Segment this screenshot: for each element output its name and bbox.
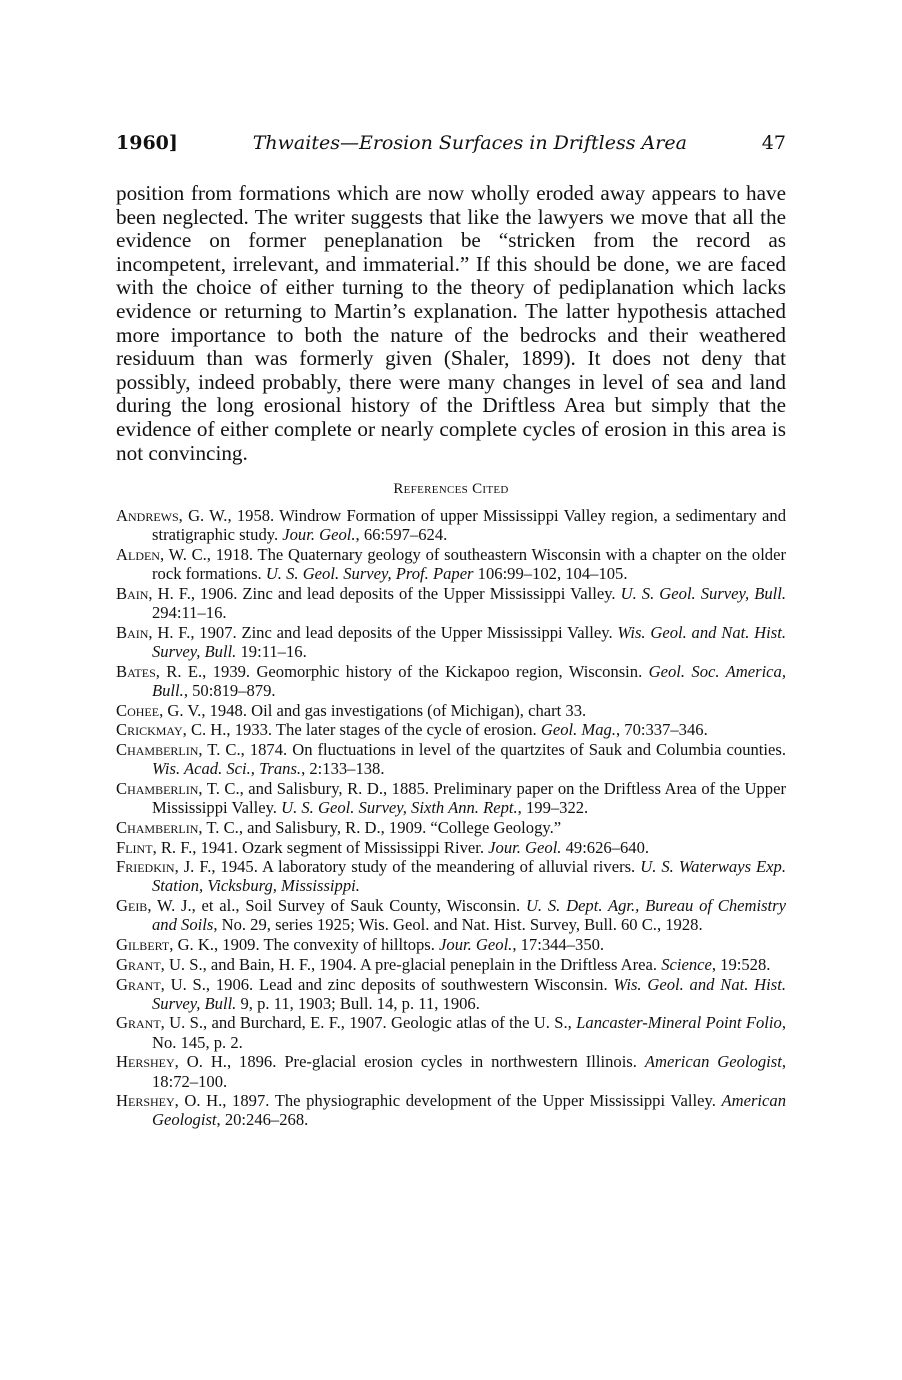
reference-text: , W. J., et al., Soil Survey of Sauk County, Wisconsin. <box>147 896 526 916</box>
reference-item <box>116 701 786 720</box>
reference-item <box>116 720 786 739</box>
reference-item <box>116 506 786 544</box>
reference-tail: , 18:72–100. <box>152 1052 786 1091</box>
reference-item <box>116 935 786 954</box>
reference-text: , O. H., 1897. The physiographic development of the Upper Mississippi Valley. <box>174 1091 722 1111</box>
reference-source: U. S. Geol. Survey, Bull. <box>620 583 786 603</box>
reference-tail: , 66:597–624. <box>355 525 448 545</box>
reference-tail: , No. 29, series 1925; Wis. Geol. and Nat. Hist. Survey, Bull. 60 C., 1928. <box>213 915 703 935</box>
reference-text: , T. C., and Salisbury, R. D., 1909. “College Geology.” <box>198 817 562 837</box>
reference-text: , O. H., 1896. Pre-glacial erosion cycles in northwestern Illinois. <box>174 1052 645 1072</box>
reference-tail: , 2:133–138. <box>301 759 385 779</box>
reference-tail: , 70:337–346. <box>615 720 708 740</box>
reference-author: Friedkin <box>116 857 175 877</box>
reference-author: Grant <box>116 974 161 994</box>
reference-source: U. S. Dept. Agr., Bureau of Chemistry and Soils <box>152 896 786 935</box>
references-list <box>116 506 786 1130</box>
reference-item <box>116 955 786 974</box>
reference-source: Science <box>661 954 712 974</box>
reference-tail: 9, p. 11, 1903; Bull. 14, p. 11, 1906. <box>236 993 480 1013</box>
reference-source: U. S. Waterways Exp. Station, Vicksburg, Mississippi. <box>152 857 786 896</box>
reference-source: American Geologist <box>644 1052 782 1072</box>
reference-source: Wis. Acad. Sci., Trans. <box>152 759 302 779</box>
header-title: Thwaites—Erosion Surfaces in Driftless Area <box>252 132 687 154</box>
reference-text: , G. V., 1948. Oil and gas investigations (of Michigan), chart 33. <box>159 700 587 720</box>
reference-author: Bain <box>116 622 149 642</box>
reference-author: Bain <box>116 583 149 603</box>
reference-item <box>116 838 786 857</box>
reference-item <box>116 896 786 934</box>
reference-author: Hershey <box>116 1091 175 1111</box>
reference-author: Crickmay <box>116 720 183 740</box>
reference-author: Geib <box>116 896 148 916</box>
reference-text: , T. C., 1874. On fluctuations in level of the quartzites of Sauk and Columbia counties. <box>198 740 786 760</box>
reference-author: Flint <box>116 837 153 857</box>
reference-item <box>116 623 786 661</box>
reference-tail: , 50:819–879. <box>183 680 276 700</box>
reference-item <box>116 1013 786 1051</box>
references-heading <box>116 481 786 498</box>
reference-tail: 19:11–16. <box>236 642 307 662</box>
page-number: 47 <box>761 132 786 154</box>
reference-text: , U. S., and Burchard, E. F., 1907. Geologic atlas of the U. S., <box>160 1013 577 1033</box>
reference-item <box>116 584 786 622</box>
reference-source: Geol. Soc. America, Bull. <box>152 661 786 700</box>
reference-source: American Geologist <box>152 1091 786 1130</box>
reference-author: Chamberlin <box>116 778 199 798</box>
reference-item <box>116 545 786 583</box>
reference-source: U. S. Geol. Survey, Sixth Ann. Rept. <box>281 798 518 818</box>
reference-text: , J. F., 1945. A laboratory study of the meandering of alluvial rivers. <box>174 857 641 877</box>
reference-item <box>116 779 786 817</box>
reference-tail: 49:626–640. <box>561 837 650 857</box>
reference-source: U. S. Geol. Survey, Prof. Paper <box>265 564 474 584</box>
reference-author: Grant <box>116 954 161 974</box>
reference-tail: 106:99–102, 104–105. <box>473 564 628 584</box>
reference-item <box>116 1091 786 1129</box>
reference-author: Andrews <box>116 506 179 526</box>
reference-text: , R. F., 1941. Ozark segment of Mississippi River. <box>152 837 489 857</box>
reference-source: Wis. Geol. and Nat. Hist. Survey, Bull. <box>152 622 786 662</box>
reference-source: Jour. Geol. <box>282 525 356 545</box>
reference-source: Wis. Geol. and Nat. Hist. Survey, Bull. <box>152 974 786 1013</box>
references-heading-text: References Cited <box>393 481 509 498</box>
reference-author: Cohee <box>116 700 160 720</box>
reference-text: , H. F., 1906. Zinc and lead deposits of the Upper Mississippi Valley. <box>148 583 621 603</box>
reference-text: , T. C., and Salisbury, R. D., 1885. Preliminary paper on the Driftless Area of the Upper Mississippi Valley. <box>152 778 786 818</box>
header-year: 1960] <box>116 132 178 154</box>
reference-text: , G. W., 1958. Windrow Formation of upper Mississippi Valley region, a sedimentary and stratigraphic study. <box>152 506 786 545</box>
reference-item <box>116 975 786 1013</box>
reference-author: Grant <box>116 1013 161 1033</box>
reference-text: , G. K., 1909. The convexity of hilltops. <box>169 935 440 955</box>
reference-source: Jour. Geol. <box>439 935 513 955</box>
reference-source: Lancaster-Mineral Point Folio <box>576 1013 782 1033</box>
reference-item <box>116 818 786 837</box>
reference-tail: , 17:344–350. <box>512 935 605 955</box>
reference-text: , U. S., and Bain, H. F., 1904. A pre-glacial peneplain in the Driftless Area. <box>160 954 662 974</box>
reference-tail: , 19:528. <box>711 954 771 974</box>
reference-author: Alden <box>116 545 160 565</box>
reference-text: , H. F., 1907. Zinc and lead deposits of the Upper Mississippi Valley. <box>148 622 618 642</box>
reference-item <box>116 740 786 778</box>
reference-text: , C. H., 1933. The later stages of the cycle of erosion. <box>182 720 541 740</box>
reference-tail: 294:11–16. <box>152 603 227 623</box>
reference-author: Gilbert <box>116 935 170 955</box>
reference-text: , W. C., 1918. The Quaternary geology of southeastern Wisconsin with a chapter on the older rock formations. <box>152 545 786 584</box>
reference-author: Hershey <box>116 1052 175 1072</box>
reference-author: Chamberlin <box>116 740 199 760</box>
reference-author: Bates <box>116 661 156 681</box>
reference-item <box>116 857 786 895</box>
reference-text: , U. S., 1906. Lead and zinc deposits of southwestern Wisconsin. <box>160 974 614 994</box>
reference-author: Chamberlin <box>116 817 199 837</box>
reference-tail: , 20:246–268. <box>216 1110 309 1130</box>
reference-tail: , 199–322. <box>517 798 589 818</box>
reference-source: Jour. Geol. <box>488 837 562 857</box>
reference-text: , R. E., 1939. Geomorphic history of the Kickapoo region, Wisconsin. <box>155 661 649 681</box>
reference-tail: , No. 145, p. 2. <box>152 1013 786 1052</box>
page <box>116 132 786 1130</box>
body-paragraph: position from formations which are now wholly eroded away appears to have been neglected. The writer suggests that like the lawyers we move that all the evidence on former peneplanation be “stricken from the record as incompetent, irrelevant, and immaterial.” If this should be done, we are faced with the choice of either turning to the theory of pediplanation which lacks evidence or returning to Martin’s explanation. The latter hypothesis attached more importance to both the nature of the bedrocks and their weathered residuum than was formerly given (Shaler, 1899). It does not deny that possibly, indeed probably, there were many changes in level of sea and land during the long erosional history of the Driftless Area but simply that the evidence of either complete or nearly complete cycles of erosion in this area is not convincing. <box>116 181 786 465</box>
reference-source: Geol. Mag. <box>540 720 616 740</box>
running-head <box>116 132 786 162</box>
reference-item <box>116 1052 786 1090</box>
reference-item <box>116 662 786 700</box>
